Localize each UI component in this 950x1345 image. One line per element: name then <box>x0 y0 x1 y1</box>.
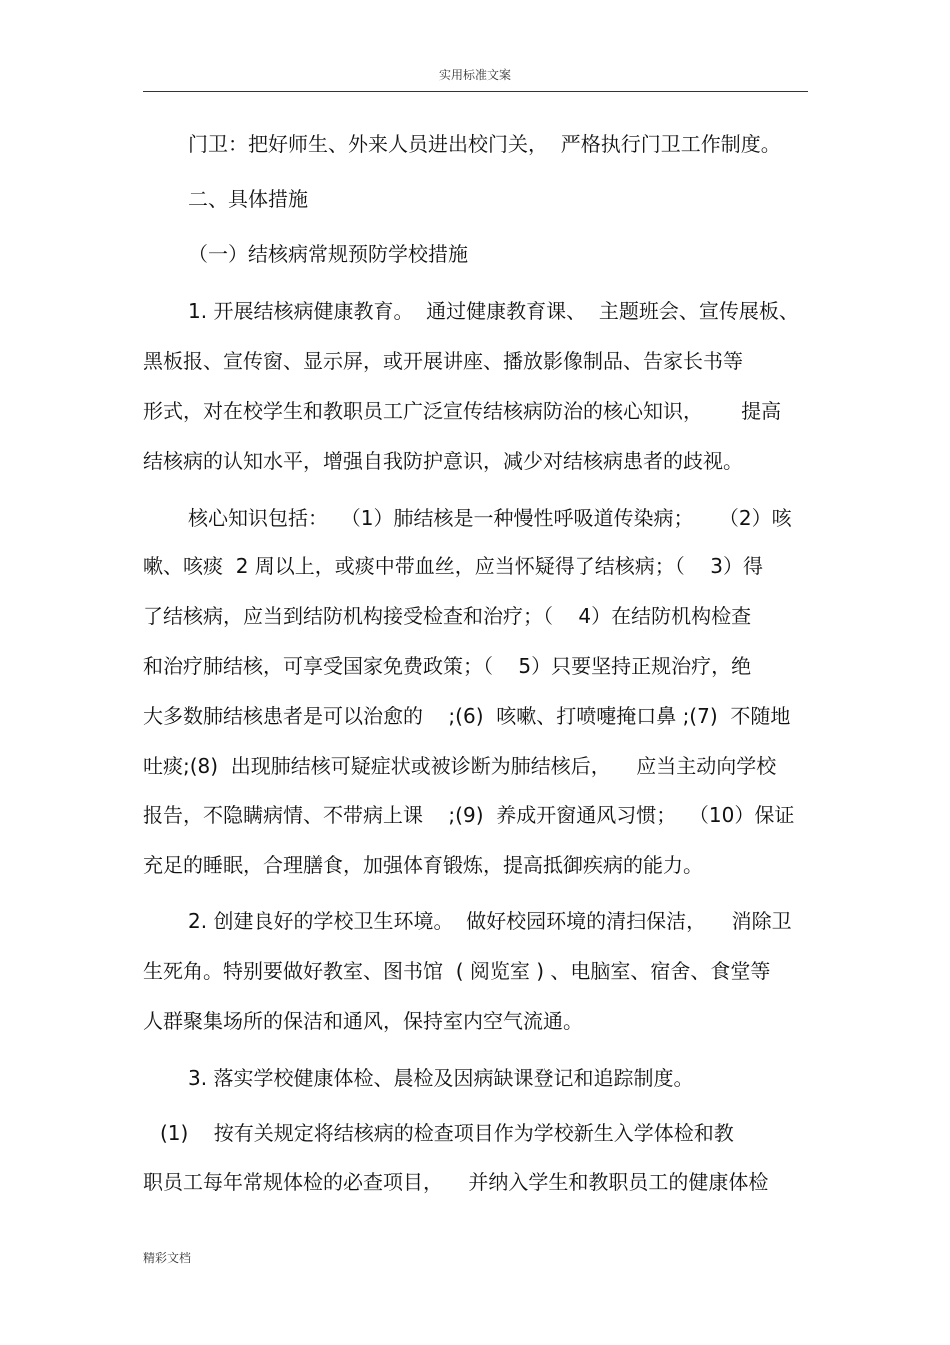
body-line: 1. 开展结核病健康教育。 通过健康教育课、 主题班会、宣传展板、 <box>188 299 799 323</box>
body-line: 和治疗肺结核，可享受国家免费政策；（ 5）只要坚持正规治疗，绝 <box>143 654 752 678</box>
body-line: 2. 创建良好的学校卫生环境。 做好校园环境的清扫保洁， 消除卫 <box>188 909 792 933</box>
body-line: 生死角。特别要做好教室、图书馆 ( 阅览室 ) 、电脑室、宿舍、食堂等 <box>143 959 771 983</box>
body-line: 大多数肺结核患者是可以治愈的 ;(6) 咳嗽、打喷嚏掩口鼻 ;(7) 不随地 <box>143 704 791 728</box>
body-line: 门卫：把好师生、外来人员进出校门关， 严格执行门卫工作制度。 <box>188 132 781 156</box>
header-title: 实用标准文案 <box>438 68 511 82</box>
page-footer: 精彩文档 <box>143 1251 192 1265</box>
body-line: 充足的睡眠，合理膳食，加强体育锻炼，提高抵御疾病的能力。 <box>143 853 703 877</box>
body-line: 结核病的认知水平，增强自我防护意识，减少对结核病患者的歧视。 <box>143 449 743 473</box>
body-line: 人群聚集场所的保洁和通风，保持室内空气流通。 <box>143 1009 583 1033</box>
body-line: 核心知识包括： （1）肺结核是一种慢性呼吸道传染病； （2）咳 <box>188 506 792 530</box>
section-heading: 二、具体措施 <box>188 187 308 211</box>
body-line: 黑板报、宣传窗、显示屏，或开展讲座、播放影像制品、告家长书等 <box>143 349 743 373</box>
body-line: 3. 落实学校健康体检、晨检及因病缺课登记和追踪制度。 <box>188 1066 694 1090</box>
body-line: 形式，对在校学生和教职员工广泛宣传结核病防治的核心知识， 提高 <box>143 399 782 423</box>
body-line: (1) 按有关规定将结核病的检查项目作为学校新生入学体检和教 <box>160 1121 734 1145</box>
subsection-heading: （一）结核病常规预防学校措施 <box>188 242 468 266</box>
header-divider <box>143 91 808 92</box>
body-line: 职员工每年常规体检的必查项目， 并纳入学生和教职员工的健康体检 <box>143 1170 769 1194</box>
body-line: 了结核病，应当到结防机构接受检查和治疗；（ 4）在结防机构检查 <box>143 604 752 628</box>
body-line: 报告，不隐瞒病情、不带病上课 ;(9) 养成开窗通风习惯； （10）保证 <box>143 803 795 827</box>
body-line: 嗽、咳痰 2 周以上，或痰中带血丝，应当怀疑得了结核病；（ 3）得 <box>143 554 763 578</box>
body-line: 吐痰;(8) 出现肺结核可疑症状或被诊断为肺结核后， 应当主动向学校 <box>143 754 777 778</box>
